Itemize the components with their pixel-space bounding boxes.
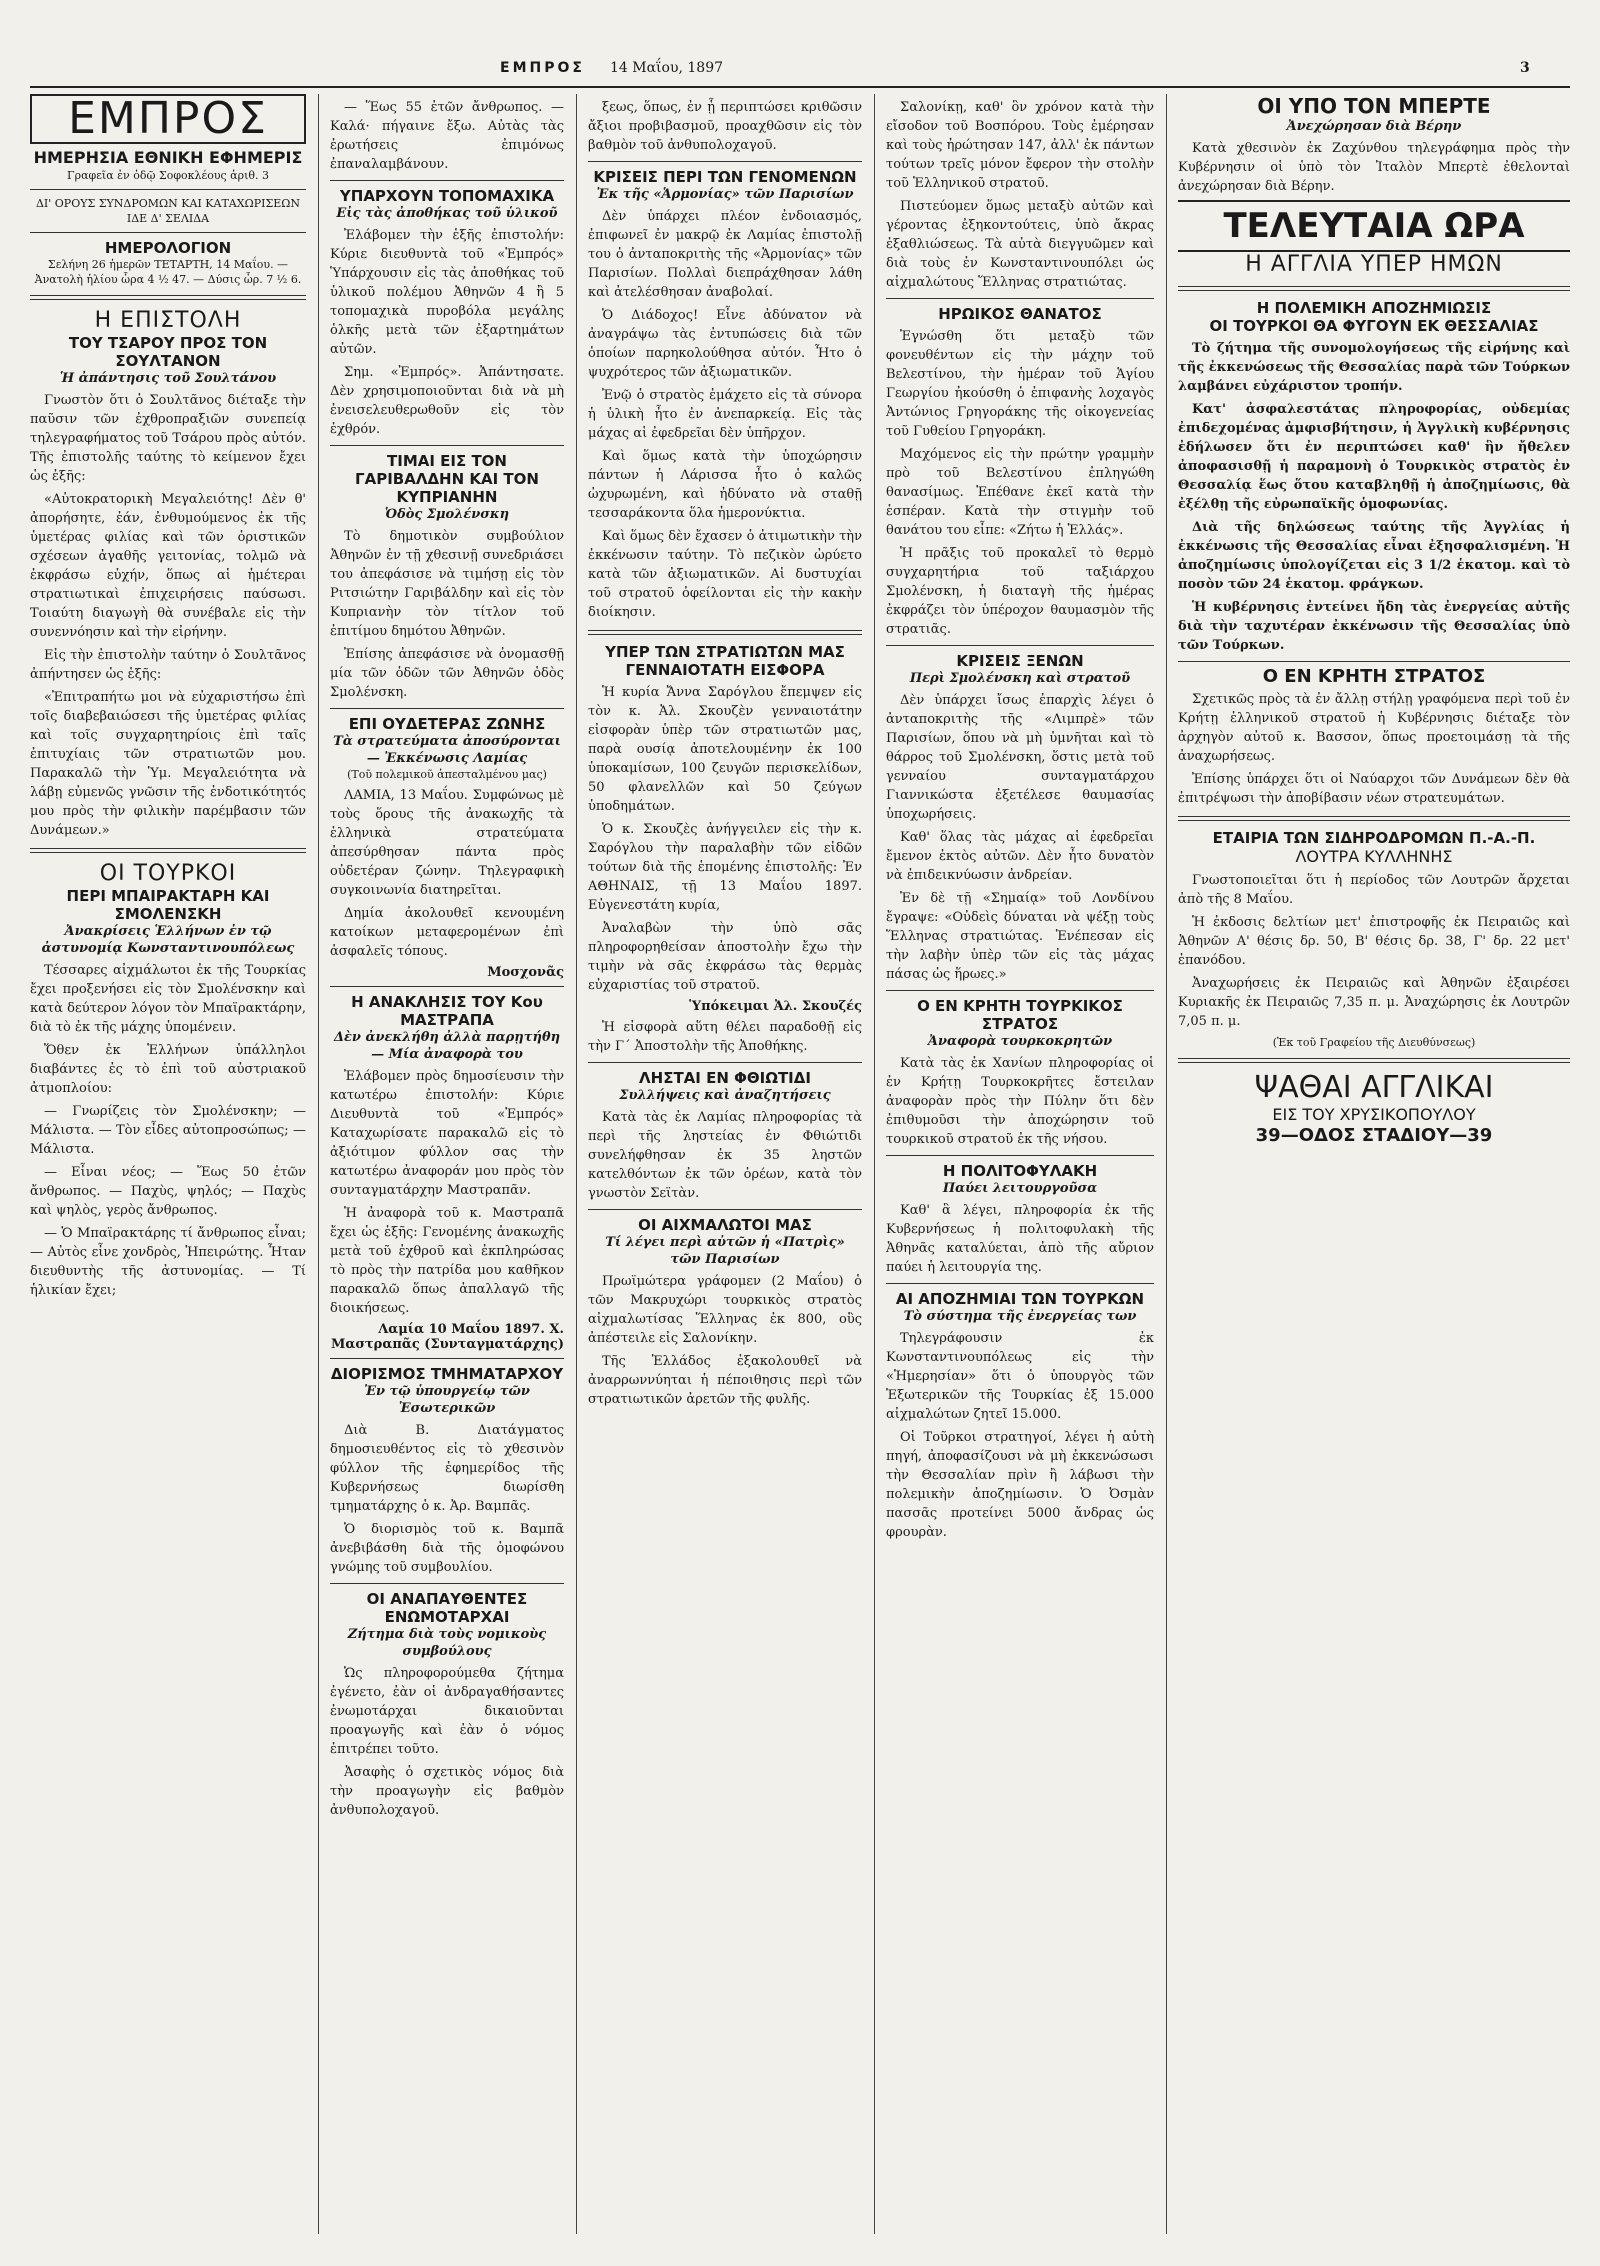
paragraph: Πιστεύομεν ὅμως μεταξὺ αὐτῶν καὶ γέροντας ἐξηκοντούτεις, ὑπὸ ἄκρας ἐξαθλιώσεως. Τὰ αὐτὰ διεγγυῶμεν καὶ διὰ τοὺς ἐν Κωνσταντινουπόλει ὡς αἰχμαλώτους Ἕλληνας στρατιώτας. [886, 199, 1154, 290]
article-title: Η ΠΟΛΙΤΟΦΥΛΑΚΗ [942, 1162, 1098, 1180]
divider [886, 1155, 1154, 1156]
paragraph: Ἡ ἐκδοσις δελτίων μετ' ἐπιστροφῆς ἐκ Πειραιῶς καὶ Ἀθηνῶν Α' θέσις δρ. 50, Β' θέσις δρ. 38, Γ' δρ. 22 μετ' ἐπανόδου. [1178, 915, 1570, 968]
paragraph: Τηλεγράφουσιν ἐκ Κωνσταντινουπόλεως εἰς τὴν «Ἡμερησίαν» ὅτι ὁ ὑπουργὸς τῶν Ἐξωτερικῶν τῆς Τουρκίας ἐξ 15.000 αἰχμαλώτων ζητεῖ 15.000. [886, 1331, 1154, 1422]
article-kicker: Ἐκ τῆς «Ἁρμονίας» τῶν Παρισίων [596, 187, 854, 202]
calendar-title: ΗΜΕΡΟΛΟΓΙΟΝ [104, 239, 232, 257]
paragraph: Κατὰ τὰς ἐκ Χανίων πληροφορίας οἱ ἐν Κρήτῃ Τουρκοκρῆτες ἔστειλαν ἀναφορὰν πρὸς τὴν Πύλην ὅτι δὲν ἐπιθυμοῦσι τὴν ἀποχώρησιν τοῦ τουρκικοῦ στρατοῦ ἐκ τῆς νήσου. [886, 1056, 1154, 1147]
article-kicker: Ζήτημα διὰ τοὺς νομικοὺς συμβούλους [347, 1627, 547, 1659]
office-address: Γραφεῖα ἐν ὁδῷ Σοφοκλέους ἀριθ. 3 [66, 169, 270, 182]
paragraph: Κατὰ τὰς ἐκ Λαμίας πληροφορίας τὰ περὶ τῆς ληστείας ἐν Φθιώτιδι συνελήφθησαν ἐκ 35 ληστῶν κατελθόντων ἐκ τῶν ὀρέων, κατὰ τὸν γνωστὸν Σεϊτὰν. [588, 1110, 862, 1201]
paragraph: Καὶ ὅμως δὲν ἔχασεν ὁ ἀτιμωτικὴν τὴν ἐκκένωσιν ταύτην. Τὸ πεζικὸν ὠρύετο κατὰ τῶν ἀξιωματικῶν. Αἱ δυστυχίαι τοῦ στρατοῦ ὀφείλονται εἰς τὴν κακὴν διοίκησιν. [588, 529, 862, 620]
article-title: ΤΙΜΑΙ ΕΙΣ ΤΟΝ ΓΑΡΙΒΑΛΔΗΝ ΚΑΙ ΤΟΝ ΚΥΠΡΙΑΝΗΝ [355, 452, 539, 506]
divider [330, 1358, 564, 1359]
divider [30, 189, 306, 190]
article-kicker: Συλλήψεις καὶ ἀναζητήσεις [619, 1088, 831, 1103]
paragraph: «Ἐπιτραπήτω μοι νὰ εὐχαριστήσω ἐπὶ τοῖς διαβεβαιώσεσι τῆς ὑμετέρας φιλίας καὶ τοῖς συγχαρητηρίοις ἐπὶ ταῖς ἐπιτυχίαις τῶν στρατιωτῶν μου. Παρακαλῶ τὴν Ὑμ. Μεγαλειότητα νὰ λάβῃ εὐμενῶς γνῶσιν τῆς ἐνδοτικότητός μου πρὸς τὴν φιλικὴν παρέμβασιν τῶν Δυνάμεων.» [30, 690, 306, 838]
column-5 [1178, 94, 1570, 2234]
column-rule [318, 94, 319, 2234]
paragraph: Ὅθεν ἐκ Ἑλλήνων ὑπάλληλοι διαβάντες ἐς τὸ ἐπὶ τοῦ αὐστριακοῦ ἀτμοπλοίου: [30, 1043, 306, 1096]
paragraph: Καθ' ἃ λέγει, πληροφορία ἐκ τῆς Κυβερνήσεως ἡ πολιτοφυλακὴ τῆς Ἀθηνᾶς καταλύεται, ἀπὸ τῆς αὔριον παύει ἡ λειτουργία της. [886, 1203, 1154, 1275]
headline-last-hour: ΤΕΛΕΥΤΑΙΑ ΩΡΑ [1178, 200, 1570, 252]
page-header [0, 60, 1600, 88]
paragraph: ξεως, ὅπως, ἐν ᾗ περιπτώσει κριθῶσιν ἄξιοι προβιβασμοῦ, προαχθῶσιν εἰς τὸν βαθμὸν τοῦ ἀνθυπολοχαγοῦ. [588, 100, 862, 153]
paragraph: Γνωστοποιεῖται ὅτι ἡ περίοδος τῶν Λουτρῶν ἄρχεται ἀπὸ τῆς 8 Μαΐου. [1178, 873, 1570, 907]
divider [588, 630, 862, 635]
article-title: ΕΠΙ ΟΥΔΕΤΕΡΑΣ ΖΩΝΗΣ [348, 715, 546, 733]
paragraph: Μαχόμενος εἰς τὴν πρώτην γραμμὴν πρὸ τοῦ Βελεστίνου ἐπληγώθη θανασίμως. Ἐπέθανε ἐκεῖ κατὰ τὴν ἑσπέραν. Κατὰ τὴν στιγμὴν τοῦ θανάτου του εἶπε: «Ζήτω ἡ Ἑλλάς». [886, 447, 1154, 538]
divider [588, 1062, 862, 1063]
paragraph: Ἀναχωρήσεις ἐκ Πειραιῶς καὶ Ἀθηνῶν ἐξαιρέσει Κυριακῆς ἐκ Πειραιῶς 7,35 π. μ. Ἀναχώρησις ἐκ Λουτρῶν 7,05 π. μ. [1178, 976, 1570, 1029]
article-title: ΛΗΣΤΑΙ ΕΝ ΦΘΙΩΤΙΔΙ [639, 1069, 811, 1087]
headline-subtitle: Η ΑΓΓΛΙΑ ΥΠΕΡ ΗΜΩΝ [1245, 252, 1503, 277]
header-date: 14 Μαΐου, 1897 [610, 60, 724, 76]
paragraph: Ἐλάβομεν πρὸς δημοσίευσιν τὴν κατωτέρω ἐπιστολήν: Κύριε Διευθυντὰ τοῦ «Ἐμπρός» Καταχωρίσατε παρακαλῶ εἰς τὸ ἀξιότιμον φύλλον σας τὴν κατωτέρω ἀναφοράν μου πρὸς τὸν συνταγματάρχην Μαστραπᾶν. [330, 1069, 564, 1198]
paragraph: Κατ' ἀσφαλεστάτας πληροφορίας, οὐδεμίας ἐπιδεχομένας ἀμφισβήτησιν, ἡ Ἀγγλικὴ κυβέρνησις ἐδήλωσεν ὅτι ἐν περιπτώσει καθ' ἣν ἤθελεν ἀποφασισθῇ ἡ παραμονὴ ὁ Τουρκικὸς στρατὸς ἐν Θεσσαλίᾳ ἕως ὅτου καταβληθῇ ἡ ἀποζημίωσις, θὰ ἐξέλθῃ τῆς εὐρωπαϊκῆς ὁμοφωνίας. [1178, 402, 1570, 512]
paragraph: Τῆς Ἑλλάδος ἐξακολουθεῖ νὰ ἀναρρωννύηται ἡ πέποιθησις περὶ τῶν στρατιωτικῶν ἀρετῶν τῆς φυλῆς. [588, 1354, 862, 1407]
article-kicker: Παύει λειτουργοῦσα [942, 1181, 1098, 1196]
article-kicker: Ἡ ἀπάντησις τοῦ Σουλτάνου [59, 371, 277, 386]
column-1 [30, 94, 306, 2234]
divider [886, 990, 1154, 991]
divider [30, 232, 306, 233]
paragraph: Ἡ πρᾶξις τοῦ προκαλεῖ τὸ θερμὸ συγχαρητήρια τοῦ ταξιάρχου Σμολένσκη, ἡ διαταγὴ τῆς ἡμέρας ἐκφράζει τὸν ὑπέροχον θαυμασμὸν τῆς στρατιᾶς. [886, 546, 1154, 637]
paragraph: Δημία ἀκολουθεῖ κενουμένη κατοίκων μεταφερομένων ἐπὶ ἀσφαλεῖς τόπους. [330, 906, 564, 959]
paragraph: Ὁ διορισμὸς τοῦ κ. Βαμπᾶ ἀνεβιβάσθη διὰ τῆς ὁμοφώνου γνώμης τοῦ συμβουλίου. [330, 1522, 564, 1575]
article-kicker: Τὸ σύστημα τῆς ἐνεργείας των [903, 1309, 1137, 1324]
article-kicker: Ὁδὸς Σμολένσκη [384, 507, 510, 522]
paragraph: Ἡ κυρία Ἄννα Σαρόγλου ἔπεμψεν εἰς τὸν κ. Ἀλ. Σκουζὲν γενναιοτάτην εἰσφορὰν ὑπὲρ τῶν στρατιωτῶν μας, παρὰ ουσίᾳ ἀποτελουμένην ἐκ 100 ὑποκαμίσων, 100 ζευγῶν περισκελίδων, 50 φλανελλῶν καὶ 50 ζεύγων ὑποδημάτων. [588, 685, 862, 814]
paragraph: Σαλονίκῃ, καθ' ὃν χρόνον κατὰ τὴν εἴσοδον τοῦ Βοσπόρου. Τοὺς ἐμέρησαν καὶ τοὺς ἠρώτησαν 147, ἀλλ' ἐκ πάντων τούτων τρεῖς μόνον ἔφερον τὴν στολὴν τοῦ Ἑλληνικοῦ στρατοῦ. [886, 100, 1154, 191]
column-4 [886, 94, 1154, 2234]
paragraph: Δὲν ὑπάρχει πλέον ἐνδοιασμός, ἐπιφωνεῖ ἐν μακρῷ ἐκ Λαμίας ἐπιστολῇ του ὁ ἀνταποκριτὴς τῆς «Ἁρμονίας» τῶν Παρισίων. Πολλαὶ διεπράχθησαν λάθη καὶ ἀτελέσθησαν ἀναβολαί. [588, 209, 862, 300]
headline-subtitle: ΟΙ ΤΟΥΡΚΟΙ ΘΑ ΦΥΓΟΥΝ ΕΚ ΘΕΣΣΑΛΙΑΣ [1209, 317, 1539, 335]
paragraph: Ὡς πληροφορούμεθα ζήτημα ἐγένετο, ἐὰν οἱ ἀνδραγαθήσαντες ἐνωμοτάρχαι δικαιοῦνται προαγωγῆς καὶ ἐὰν ὁ νόμος ἐπιτρέπει τοῦτο. [330, 1666, 564, 1757]
paragraph: — Γνωρίζεις τὸν Σμολένσκην; — Μάλιστα. — Τὸν εἶδες αὐτοπροσώπως; — Μάλιστα. [30, 1104, 306, 1157]
divider [30, 848, 306, 853]
calendar-text: Σελήνη 26 ἡμερῶν ΤΕΤΑΡΤΗ, 14 Μαΐου. —Ἀνατολὴ ἡλίου ὧρα 4 ½ 47. — Δύσις ὧρ. 7 ½ 6. [34, 258, 302, 286]
signature: Λαμία 10 Μαΐου 1897. Χ. Μαστραπᾶς (Συνταγματάρχης) [330, 1322, 564, 1352]
divider [886, 1283, 1154, 1284]
column-rule [1166, 94, 1167, 2234]
article-title: ΚΡΙΣΕΙΣ ΠΕΡΙ ΤΩΝ ΓΕΝΟΜΕΝΩΝ [593, 168, 857, 186]
article-title: Η ΑΝΑΚΛΗΣΙΣ ΤΟΥ Κου ΜΑΣΤΡΑΠΑ [351, 993, 543, 1029]
article-kicker: Εἰς τὰς ἀποθήκας τοῦ ὑλικοῦ [336, 206, 558, 221]
divider [330, 180, 564, 181]
paragraph: Σημ. «Ἐμπρός». Ἀπάντησατε. Δὲν χρησιμοποιοῦνται διὰ νὰ μὴ ἐνεισελευθερωθοῦν εἰς τὸν ἐχθρόν. [330, 365, 564, 437]
paragraph: — Ὁ Μπαϊρακτάρης τί ἄνθρωπος εἶναι; — Αὐτὸς εἶνε χονδρὸς, Ἠπειρώτης. Ἦταν διευθυντὴς τῆς ἀστυνομίας. — Τί ἡλικίαν ἔχει; [30, 1226, 306, 1298]
signature: Ὑπόκειμαι Ἀλ. Σκουζές [689, 999, 862, 1014]
paragraph: Εἰς τὴν ἐπιστολὴν ταύτην ὁ Σουλτᾶνος ἀπήντησεν ὡς ἑξῆς: [30, 648, 306, 682]
article-title: ΟΙ ΑΝΑΠΑΥΘΕΝΤΕΣ ΕΝΩΜΟΤΑΡΧΑΙ [366, 1590, 528, 1626]
article-kicker: Περὶ Σμολένσκη καὶ στρατοῦ [909, 671, 1131, 686]
paragraph: Ἀναλαβὼν τὴν ὑπὸ σᾶς πληροφορηθείσαν ἀποστολὴν ἔχω τὴν τιμὴν νὰ σᾶς ἐκφράσω τὰς θερμὰς εὐχαριστίας τοῦ στρατοῦ. [588, 921, 862, 993]
ad-subtitle: ΛΟΥΤΡΑ ΚΥΛΛΗΝΗΣ [1295, 847, 1453, 866]
column-2 [330, 94, 564, 2234]
divider [1178, 661, 1570, 662]
divider [886, 645, 1154, 646]
article-kicker: Τὰ στρατεύματα ἀποσύρονται — Ἐκκένωσις Λαμίας [333, 734, 561, 766]
divider [330, 986, 564, 987]
paragraph: Ἡ ἀναφορὰ τοῦ κ. Μαστραπᾶ ἔχει ὡς ἑξῆς: Γενομένης ἀνακωχῆς μετὰ τοῦ ἐχθροῦ καὶ ἐκπληρώσας τὸ πρὸς τὴν πατρίδα μου καθῆκον παρακαλῶ ὅπως ἀπαλλαγῶ τῆς διοικήσεως. [330, 1206, 564, 1316]
article-title: ΔΙΟΡΙΣΜΟΣ ΤΜΗΜΑΤΑΡΧΟΥ [330, 1365, 564, 1383]
divider [1178, 1058, 1570, 1063]
ad-headline: ΨΑΘΑΙ ΑΓΓΛΙΚΑΙ [1254, 1070, 1494, 1105]
article-kicker: Ἀνεχώρησαν διὰ Βέρην [1286, 119, 1462, 134]
paragraph: Κατὰ χθεσινὸν ἐκ Ζαχύνθου τηλεγράφημα πρὸς τὴν Κυβέρνησιν οἱ ὑπὸ τὸν Ἰταλὸν Μπερτὲ ἐθελονταὶ ἀνεχώρησαν διὰ Βέρην. [1178, 141, 1570, 194]
article-kicker: Ἀνακρίσεις Ἑλλήνων ἐν τῷ ἀστυνομίᾳ Κωνσταντινουπόλεως [41, 924, 295, 956]
column-3 [588, 94, 862, 2234]
paragraph: Τὸ ζήτημα τῆς συνομολογήσεως τῆς εἰρήνης καὶ τῆς ἐκκενώσεως τῆς Θεσσαλίας παρὰ τῶν Τούρκων λαμβάνει εὐχάριστον τροπήν. [1178, 341, 1570, 394]
header-paper-name: ΕΜΠΡΟΣ [500, 60, 585, 76]
paragraph: Ἐλάβομεν τὴν ἑξῆς ἐπιστολήν: Κύριε διευθυντὰ τοῦ «Ἐμπρός» Ὑπάρχουσιν εἰς τὰς ἀποθήκας τοῦ ὑλικοῦ πολέμου Ἀθηνῶν 4 ἢ 5 τοπομαχικὰ πυροβόλα μεγάλης ὁλκῆς μετὰ τῶν ἐξαρτημάτων αὐτῶν. [330, 228, 564, 357]
divider [886, 298, 1154, 299]
paragraph: Ἐπίσης ὑπάρχει ὅτι οἱ Ναύαρχοι τῶν Δυνάμεων δὲν θὰ ἐπιτρέψωσι τὴν ἀποβίβασιν νέων στρατευμάτων. [1178, 772, 1570, 806]
article-source: (Τοῦ πολεμικοῦ ἀπεσταλμένου μας) [347, 768, 547, 781]
paragraph: Δὲν ὑπάρχει ἴσως ἐπαρχὶς λέγει ὁ ἀνταποκριτὴς τῆς «Λιμπρὲ» τῶν Παρισίων, ὅπου νὰ μὴ ὑμνῆται καὶ τὸ θάρρος τοῦ Σμολένσκη, ὅστις μετὰ τοῦ γενναίου συνταγματάρχου Γιαννικώστα ἐξετέλεσε θαυμασίας ὑποχωρήσεις. [886, 693, 1154, 822]
divider [588, 161, 862, 162]
paragraph: Καὶ ὅμως κατὰ τὴν ὑποχώρησιν πάντων ἡ Λάρισσα ἦτο ὁ καλῶς ὠχυρωμένη, καὶ ἠδύνατο νὰ σταθῇ τεσσαράκοντα ὅλα ἡμερονύκτια. [588, 449, 862, 521]
paragraph: Οἱ Τοῦρκοι στρατηγοί, λέγει ἡ αὐτὴ πηγή, ἀποφασίζουσι νὰ μὴ ἐκκενώσωσι τὴν Θεσσαλίαν πρὶν ἢ λάβωσι τὴν πολεμικὴν ἀποζημίωσιν. Ὁ Ὀσμὰν πασσᾶς προτείνει 5000 ἄνδρας ὡς φρουρὰν. [886, 1430, 1154, 1540]
ad-address: 39—ΟΔΟΣ ΣΤΑΔΙΟΥ—39 [1255, 1125, 1493, 1146]
article-title: ΑΙ ΑΠΟΖΗΜΙΑΙ ΤΩΝ ΤΟΥΡΚΩΝ [895, 1290, 1145, 1308]
signature: Μοσχονᾶς [487, 965, 564, 980]
paragraph: Σχετικῶς πρὸς τὰ ἐν ἄλλῃ στήλῃ γραφόμενα περὶ τοῦ ἐν Κρήτῃ ἑλληνικοῦ στρατοῦ ἡ Κυβέρνησις διέταξε τὸν ἀρχηγὸν αὐτοῦ κ. Βασσον, ὅπως προετοιμάσῃ τὰ τῆς ἀναχωρήσεως. [1178, 692, 1570, 764]
divider [330, 708, 564, 709]
paragraph: Ὁ κ. Σκουζὲς ἀνήγγειλεν εἰς τὴν κ. Σαρόγλου τὴν παραλαβὴν τῶν εἰδῶν τούτων διὰ τῆς ἑπομένης ἐπιστολῆς: Ἐν ΑΘΗΝΑΙΣ, τῇ 13 Μαΐου 1897. Εὐγενεστάτη κυρία, [588, 822, 862, 913]
divider [330, 1583, 564, 1584]
paragraph: ΛΑΜΙΑ, 13 Μαΐου. Συμφώνως μὲ τοὺς ὅρους τῆς ἀνακωχῆς τὰ ἑλληνικὰ στρατεύματα ἀπεσύρθησαν πάντα πρὸς οὐδετέραν ζώνην. Τηλεγραφικὴ συγκοινωνία διατηρεῖται. [330, 788, 564, 898]
article-title: ΟΙ ΥΠΟ ΤΟΝ ΜΠΕΡΤΕ [1257, 94, 1491, 118]
paragraph: — Ἕως 55 ἐτῶν ἄνθρωπος. — Καλά· πήγαινε ἔξω. Αὐτὰς τὰς ἐρωτήσεις ἐπιμόνως ἐπαναλαμβάνουν. [330, 100, 564, 172]
article-title: ΥΠΑΡΧΟΥΝ ΤΟΠΟΜΑΧΙΚΑ [339, 187, 555, 205]
paragraph: Ἀσαφὴς ὁ σχετικὸς νόμος διὰ τὴν προαγωγὴν εἰς βαθμὸν ἀνθυπολοχαγοῦ. [330, 1765, 564, 1818]
divider [1178, 286, 1570, 291]
header-page-number: 3 [1520, 60, 1530, 76]
article-title: ΗΡΩΙΚΟΣ ΘΑΝΑΤΟΣ [938, 305, 1102, 323]
divider [1178, 816, 1570, 821]
article-title: ΟΙ ΑΙΧΜΑΛΩΤΟΙ ΜΑΣ [638, 1216, 812, 1234]
paragraph: Πρωϊμώτερα γράφομεν (2 Μαΐου) ὁ τῶν Μακρυχώρι τουρκικὸς στρατὸς αἰχμαλωτίσας Ἕλληνας ἐκ 800, οὓς ἀπέστειλε εἰς Σαλονίκην. [588, 1274, 862, 1346]
column-rule [874, 94, 875, 2234]
headline-subtitle: Η ΠΟΛΕΜΙΚΗ ΑΠΟΖΗΜΙΩΣΙΣ [1256, 299, 1492, 317]
paragraph: Ἐνῷ ὁ στρατὸς ἐμάχετο εἰς τὰ σύνορα ἡ ὑλικὴ ἦτο ἐν ἀνεπαρκείᾳ. Εἰς τὰς μάχας αἱ ἐφεδρεῖαι δὲν ὑπῆρχον. [588, 388, 862, 441]
paragraph: Καθ' ὅλας τὰς μάχας αἱ ἐφεδρεῖαι ἔμενον ἐκτὸς αὐτῶν. Δὲν ἦτο δυνατὸν νὰ ἐπιδεικνύωσιν ἀνδρείαν. [886, 830, 1154, 883]
article-kicker: Δὲν ἀνεκλήθη ἀλλὰ παρῃτήθη — Μία ἀναφορὰ του [333, 1030, 561, 1062]
divider [330, 445, 564, 446]
paragraph: Τὸ δημοτικὸν συμβούλιον Ἀθηνῶν ἐν τῇ χθεσινῇ συνεδριάσει του ἀπεφάσισε νὰ τιμήσῃ εἰς τὸν Ριτσιώτην Γαριβάλδην καὶ εἰς τὸν Κυπριανὴν τὸν τίτλον τοῦ ἐπιτίμου δημότου Ἀθηνῶν. [330, 529, 564, 639]
paragraph: Διὰ Β. Διατάγματος δημοσιευθέντος εἰς τὸ χθεσινὸν φύλλον τῆς ἐφημερίδος τῆς Κυβερνήσεως διωρίσθη τμηματάρχης ὁ κ. Ἀρ. Βαμπᾶς. [330, 1423, 564, 1514]
ad-subtitle: ΕΙΣ ΤΟΥ ΧΡΥΣΙΚΟΠΟΥΛΟΥ [1272, 1105, 1476, 1124]
article-title: ΥΠΕΡ ΤΩΝ ΣΤΡΑΤΙΩΤΩΝ ΜΑΣ ΓΕΝΝΑΙΟΤΑΤΗ ΕΙΣΦΟΡΑ [605, 643, 845, 679]
article-title: Ο ΕΝ ΚΡΗΤΗ ΣΤΡΑΤΟΣ [1262, 666, 1486, 687]
paragraph: Διὰ τῆς δηλώσεως ταύτης τῆς Ἀγγλίας ἡ ἐκκένωσις τῆς Θεσσαλίας εἶναι ἐξησφαλισμένη. Ἡ ἀποζημίωσις ὑπολογίζεται εἰς 3 1/2 ἑκατομ. καὶ τὸ ποσὸν τῶν 24 ἑκατομ. φράγκων. [1178, 520, 1570, 592]
article-kicker: Ἐν τῷ ὑπουργείῳ τῶν Ἐσωτερικῶν [364, 1384, 530, 1416]
paragraph: Γνωστὸν ὅτι ὁ Σουλτᾶνος διέταξε τὴν παῦσιν τῶν ἐχθροπραξιῶν συνεπείᾳ τηλεγραφήματος τοῦ Τσάρου πρὸς αὐτόν. Τῆς ἐπιστολῆς ταύτης τὸ κείμενον ἔχει ὡς ἑξῆς: [30, 393, 306, 484]
paragraph: Ὁ Διάδοχος! Εἶνε ἀδύνατον νὰ ἀναγράψω τὰς ἐντυπώσεις διὰ τῶν ὁποίων παρηκολούθησα αὐτόν. Ἦτο ὁ ψυχρότερος τῶν ἀξιωματικῶν. [588, 308, 862, 380]
article-kicker: Ἀναφορὰ τουρκοκρητῶν [927, 1034, 1113, 1049]
masthead: ΕΜΠΡΟΣ [30, 94, 306, 144]
masthead-subtitle: ΗΜΕΡΗΣΙΑ ΕΘΝΙΚΗ ΕΦΗΜΕΡΙΣ [33, 148, 303, 167]
article-subtitle: ΤΟΥ ΤΣΑΡΟΥ ΠΡΟΣ ΤΟΝ ΣΟΥΛΤΑΝΟΝ [68, 334, 268, 370]
divider [588, 1209, 862, 1210]
paragraph: «Αὐτοκρατορικὴ Μεγαλειότης! Δὲν θ' ἀπορήσητε, ἐάν, ἐνθυμούμενος ἐκ τῆς ὑμετέρας φιλίας καὶ τῶν ὁριστικῶν σχέσεων ἀγαθῆς γειτονίας, τολμῶ νὰ ἐκφράσω εὐχήν, ὅπως αἱ ἡμέτεραι στρατιωτικαὶ ἐπιχειρήσεις παύσωσι. Τοιαύτη διαγωγὴ θὰ συνέβαλε εἰς τὴν συνεννόησιν καὶ τὴν εἰρήνην. [30, 492, 306, 640]
article-title: Η ΕΠΙΣΤΟΛΗ [94, 308, 242, 333]
subscription-terms: ΔΙ' ΟΡΟΥΣ ΣΥΝΔΡΟΜΩΝ ΚΑΙ ΚΑΤΑΧΩΡΙΣΕΩΝ ΙΔΕ Δ' ΣΕΛΙΔΑ [35, 197, 300, 225]
article-subtitle: ΠΕΡΙ ΜΠΑΙΡΑΚΤΑΡΗ ΚΑΙ ΣΜΟΛΕΝΣΚΗ [66, 887, 270, 923]
article-kicker: Τί λέγει περὶ αὐτῶν ἡ «Πατρὶς» τῶν Παρισίων [605, 1235, 845, 1267]
paragraph: Ἐν δὲ τῇ «Σημαίᾳ» τοῦ Λονδίνου ἔγραψε: «Οὐδεὶς δύναται νὰ ψέξῃ τοὺς Ἕλληνας στρατιώτας. Ἐνέπεσαν εἰς τὴν λαβὴν ὑπὲρ τῶν εἰς τὰς μάχας πάσας ὡς ἥρωες.» [886, 891, 1154, 982]
paragraph: Τέσσαρες αἰχμάλωτοι ἐκ τῆς Τουρκίας ἔχει προξενήσει εἰς τὸν Σμολένσκην καὶ κατὰ δεύτερον λόγον τὸν Μπαϊρακτάρην, διὰ τὸ ἐκ τῆς μάχης ὑπομένειν. [30, 963, 306, 1035]
paragraph: Ἐγνώσθη ὅτι μεταξὺ τῶν φονευθέντων εἰς τὴν μάχην τοῦ Βελεστίνου, τὴν ἡμέραν τοῦ Ἁγίου Γεωργίου ἠκούσθη ὁ ἐπιφανὴς λοχαγὸς Ἀντώνιος Γρηγοράκης τῆς οἰκογενείας τοῦ Γυθείου Γρηγοράκη. [886, 329, 1154, 439]
paragraph: Ἡ κυβέρνησις ἐντείνει ἤδη τὰς ἐνεργείας αὐτῆς διὰ τὴν ταχυτέραν ἐκκένωσιν τῆς Θεσσαλίας ὑπὸ τῶν Τούρκων. [1178, 600, 1570, 653]
paragraph: Ἐπίσης ἀπεφάσισε νὰ ὀνομασθῇ μία τῶν ὁδῶν τῶν Ἀθηνῶν ὁδὸς Σμολένσκη. [330, 647, 564, 700]
article-title: ΚΡΙΣΕΙΣ ΞΕΝΩΝ [956, 652, 1084, 670]
paragraph: — Εἶναι νέος; — Ἕως 50 ἐτῶν ἄνθρωπος. — Παχὺς, ψηλός; — Παχὺς καὶ ψηλὸς, γερὸς ἄνθρωπος. [30, 1165, 306, 1218]
article-title: Ο ΕΝ ΚΡΗΤΗ ΤΟΥΡΚΙΚΟΣ ΣΤΡΑΤΟΣ [917, 997, 1123, 1033]
paragraph: Ἡ εἰσφορὰ αὕτη θέλει παραδοθῇ εἰς τὴν Γ΄ Ἀποστολὴν τῆς Ἀποθήκης. [588, 1020, 862, 1054]
article-title: ΟΙ ΤΟΥΡΚΟΙ [99, 861, 237, 886]
top-rule [30, 86, 1570, 88]
divider [30, 295, 306, 300]
ad-note: (Ἐκ τοῦ Γραφείου τῆς Διευθύνσεως) [1272, 1036, 1476, 1049]
ad-title: ΕΤΑΙΡΙΑ ΤΩΝ ΣΙΔΗΡΟΔΡΟΜΩΝ Π.-Α.-Π. [1212, 829, 1536, 847]
column-rule [576, 94, 577, 2234]
